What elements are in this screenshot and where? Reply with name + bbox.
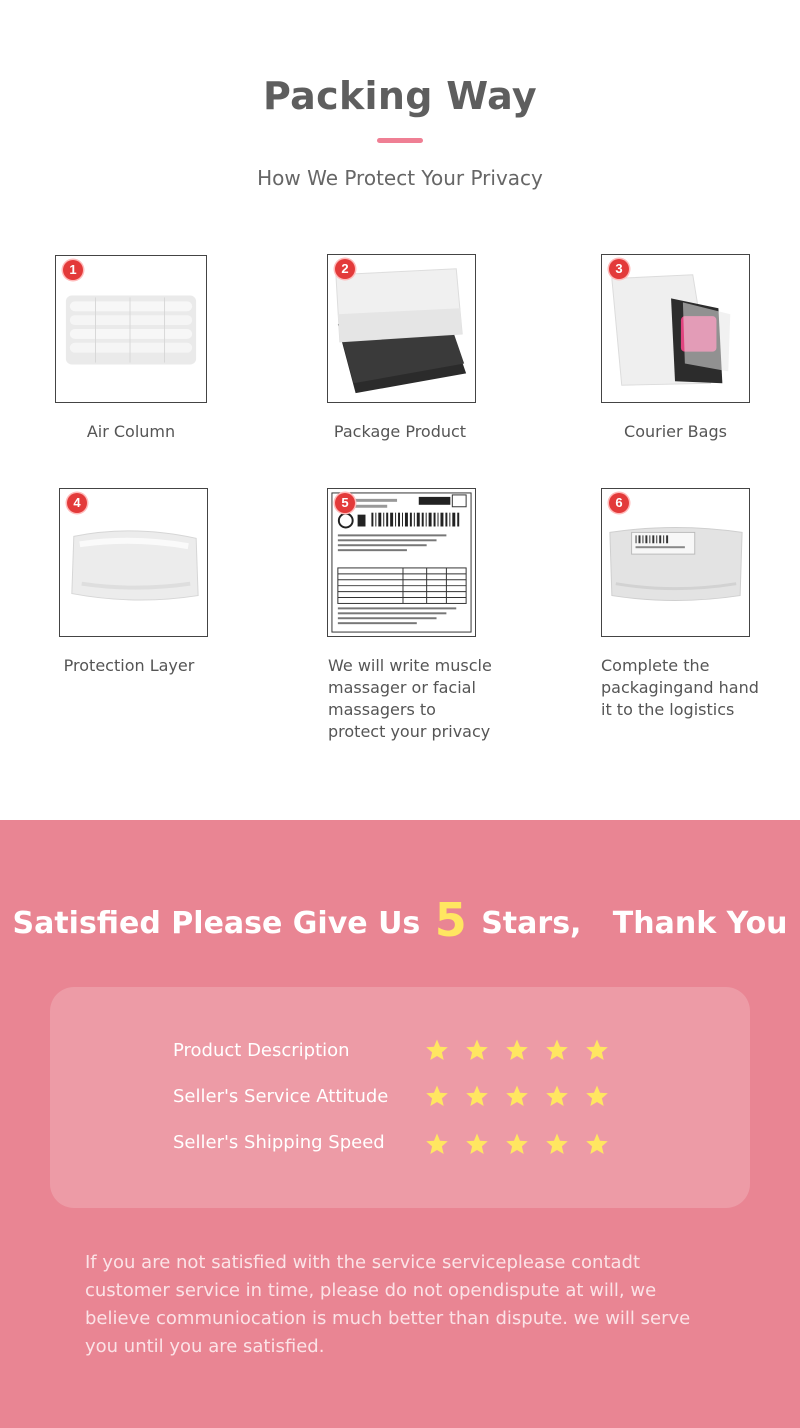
step-3-badge: 3 — [609, 259, 629, 279]
title-underline — [377, 138, 423, 143]
headline-prefix: Satisfied Please Give Us — [12, 906, 421, 941]
star-icon — [425, 1084, 449, 1108]
star-icon — [465, 1084, 489, 1108]
star-icon — [585, 1038, 609, 1062]
star-icon — [545, 1038, 569, 1062]
step-3-caption: Courier Bags — [624, 422, 727, 441]
rating-stars-service-attitude — [425, 1084, 615, 1108]
star-icon — [545, 1132, 569, 1156]
step-1-image — [55, 255, 207, 403]
rating-stars-shipping-speed — [425, 1132, 615, 1156]
step-1-caption: Air Column — [86, 422, 176, 441]
step-1-badge: 1 — [63, 260, 83, 280]
rating-headline — [0, 890, 800, 947]
step-2-badge: 2 — [335, 259, 355, 279]
star-icon — [425, 1132, 449, 1156]
step-4-image — [59, 488, 208, 637]
headline-suffix: Stars, Thank You — [481, 906, 788, 941]
step-5-image — [327, 488, 476, 637]
rating-card — [50, 987, 750, 1208]
star-icon — [465, 1038, 489, 1062]
page-subtitle: How We Protect Your Privacy — [257, 166, 543, 190]
star-icon — [465, 1132, 489, 1156]
star-icon — [505, 1038, 529, 1062]
star-icon — [585, 1084, 609, 1108]
step-6-caption: Complete the packagingand hand it to the logistics — [601, 656, 759, 719]
step-4-badge: 4 — [67, 493, 87, 513]
star-icon — [545, 1084, 569, 1108]
satisfaction-note: If you are not satisfied with the service serviceplease contadt customer service in time, please do not opendispute at will, we believe communiocation is much better than dispute. we will serve you until you are satisfied. — [85, 1252, 691, 1357]
page-title: Packing Way — [263, 74, 537, 118]
star-icon — [425, 1038, 449, 1062]
headline-star-count: 5 — [434, 893, 467, 947]
step-5-badge: 5 — [335, 493, 355, 513]
step-6-image — [601, 488, 750, 637]
step-2-image — [327, 254, 476, 403]
rating-label-product-description: Product Description — [173, 1040, 350, 1061]
star-icon — [505, 1084, 529, 1108]
rating-label-shipping-speed: Seller's Shipping Speed — [173, 1132, 385, 1153]
step-3-image — [601, 254, 750, 403]
rating-stars-product-description — [425, 1038, 615, 1062]
step-5-caption: We will write muscle massager or facial massagers to protect your privacy — [328, 656, 492, 741]
star-icon — [585, 1132, 609, 1156]
step-6-badge: 6 — [609, 493, 629, 513]
step-4-caption: Protection Layer — [63, 656, 195, 675]
rating-label-service-attitude: Seller's Service Attitude — [173, 1086, 389, 1107]
star-icon — [505, 1132, 529, 1156]
step-2-caption: Package Product — [333, 422, 467, 441]
